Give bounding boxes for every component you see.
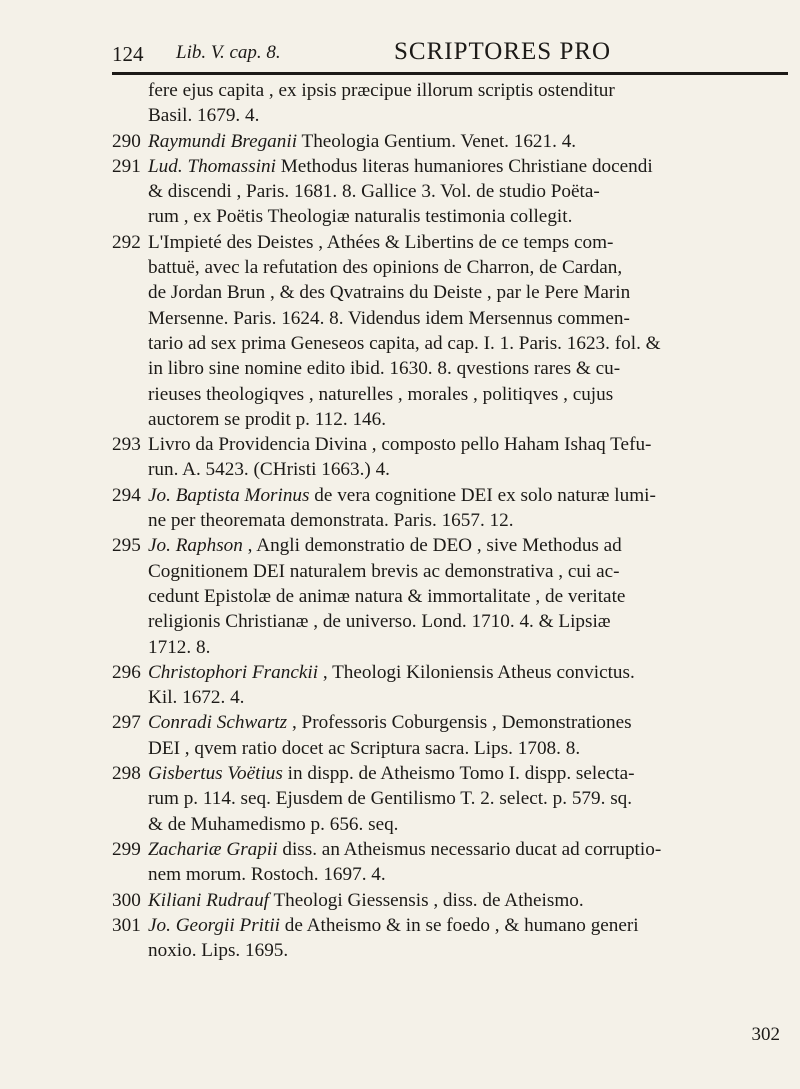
header-rule [112,72,788,75]
text-line: rum , ex Poëtis Theologiæ naturalis testimonia collegit. [148,206,573,228]
entry-300 [112,888,792,913]
text-line: de Atheismo & in se foedo , & humano generi [280,914,639,936]
text-line: battuë, avec la refutation des opinions de Charron, de Cardan, [148,257,623,279]
entry-299 [112,837,792,888]
text-line: & discendi , Paris. 1681. 8. Gallice 3. Vol. de studio Poëta- [148,181,600,203]
entry-author: Conradi Schwartz [148,712,288,734]
text-line: in dispp. de Atheismo Tomo I. dispp. selecta- [282,763,635,785]
entry-290 [112,129,792,154]
text-line: noxio. Lips. 1695. [148,940,289,962]
entry-298 [112,761,792,837]
bibliography-list [112,78,792,963]
text-line: religionis Christianæ , de universo. Lond. 1710. 4. & Lipsiæ [148,611,611,633]
text-line: auctorem se prodit p. 112. 146. [148,408,387,430]
catchword: 302 [751,1024,780,1045]
entry-number: 298 [112,763,141,785]
entry-292 [112,230,792,432]
entry-author: Lud. Thomassini [148,155,276,177]
entry-297 [112,710,792,761]
text-line: Kil. 1672. 4. [148,687,245,709]
text-line: Theologia Gentium. Venet. 1621. 4. [297,130,577,152]
text-line: run. A. 5423. (CHristi 1663.) 4. [148,459,390,481]
text-line: , Theologi Kiloniensis Atheus convictus. [318,661,635,683]
section-reference: Lib. V. cap. 8. [176,42,281,63]
text-line: tario ad sex prima Geneseos capita, ad cap. I. 1. Paris. 1623. fol. & [148,332,661,354]
entry-number: 290 [112,130,141,152]
text-line: de Jordan Brun , & des Qvatrains du Deiste , par le Pere Marin [148,282,631,304]
text-line: ne per theoremata demonstrata. Paris. 1657. 12. [148,510,514,532]
text-line: 1712. 8. [148,636,211,658]
text-line: cedunt Epistolæ de animæ natura & immortalitate , de veritate [148,585,626,607]
entry-author: Zachariæ Grapii [148,838,278,860]
page-number: 124 [112,42,144,66]
text-line: Cognitionem DEI naturalem brevis ac demonstrativa , cui ac- [148,560,620,582]
entry-author: Jo. Raphson [148,535,243,557]
entry-number: 293 [112,434,141,456]
entry-number: 292 [112,231,141,253]
entry-number: 300 [112,889,141,911]
entry-number: 291 [112,155,141,177]
entry-author: Jo. Georgii Pritii [148,914,280,936]
running-title: SCRIPTORES PRO [394,38,612,65]
entry-301 [112,913,792,964]
entry-number: 295 [112,535,141,557]
text-line: L'Impieté des Deistes , Athées & Libertins de ce temps com- [148,231,614,253]
text-line: , Professoris Coburgensis , Demonstrationes [287,712,632,734]
text-line: rieuses theologiqves , naturelles , morales , politiqves , cujus [148,383,614,405]
text-line: Methodus literas humaniores Christiane docendi [275,155,653,177]
entry-author: Christophori Franckii [148,661,319,683]
continued-entry [112,78,792,129]
text-line: Theologi Giessensis , diss. de Atheismo. [269,889,584,911]
text-line: fere ejus capita , ex ipsis præcipue illorum scriptis ostenditur [148,80,615,101]
entry-number: 301 [112,914,141,936]
text-line: Livro da Providencia Divina , composto pello Haham Ishaq Tefu- [148,434,652,456]
entry-author: Gisbertus Voëtius [148,763,283,785]
entry-number: 296 [112,661,141,683]
entry-author: Raymundi Breganii [148,130,298,152]
entry-294 [112,483,792,534]
text-line: DEI , qvem ratio docet ac Scriptura sacra. Lips. 1708. 8. [148,737,581,759]
text-line: rum p. 114. seq. Ejusdem de Gentilismo T. 2. select. p. 579. sq. [148,788,633,810]
text-line: Mersenne. Paris. 1624. 8. Videndus idem Mersennus commen- [148,307,630,329]
entry-295 [112,533,792,659]
text-line: diss. an Atheismus necessario ducat ad corruptio- [277,838,662,860]
entry-author: Jo. Baptista Morinus [148,484,310,506]
text-line: & de Muhamedismo p. 656. seq. [148,813,399,835]
entry-number: 294 [112,484,141,506]
entry-author: Kiliani Rudrauf [148,889,269,911]
entry-296 [112,660,792,711]
entry-291 [112,154,792,230]
running-header [112,38,792,72]
text-line: , Angli demonstratio de DEO , sive Methodus ad [242,535,622,557]
entry-number: 299 [112,838,141,860]
text-line: nem morum. Rostoch. 1697. 4. [148,864,386,886]
entry-293 [112,432,792,483]
entry-number: 297 [112,712,141,734]
text-line: Basil. 1679. 4. [148,105,260,127]
text-line: de vera cognitione DEI ex solo naturæ lumi- [309,484,656,506]
text-line: in libro sine nomine edito ibid. 1630. 8. qvestions rares & cu- [148,358,621,380]
